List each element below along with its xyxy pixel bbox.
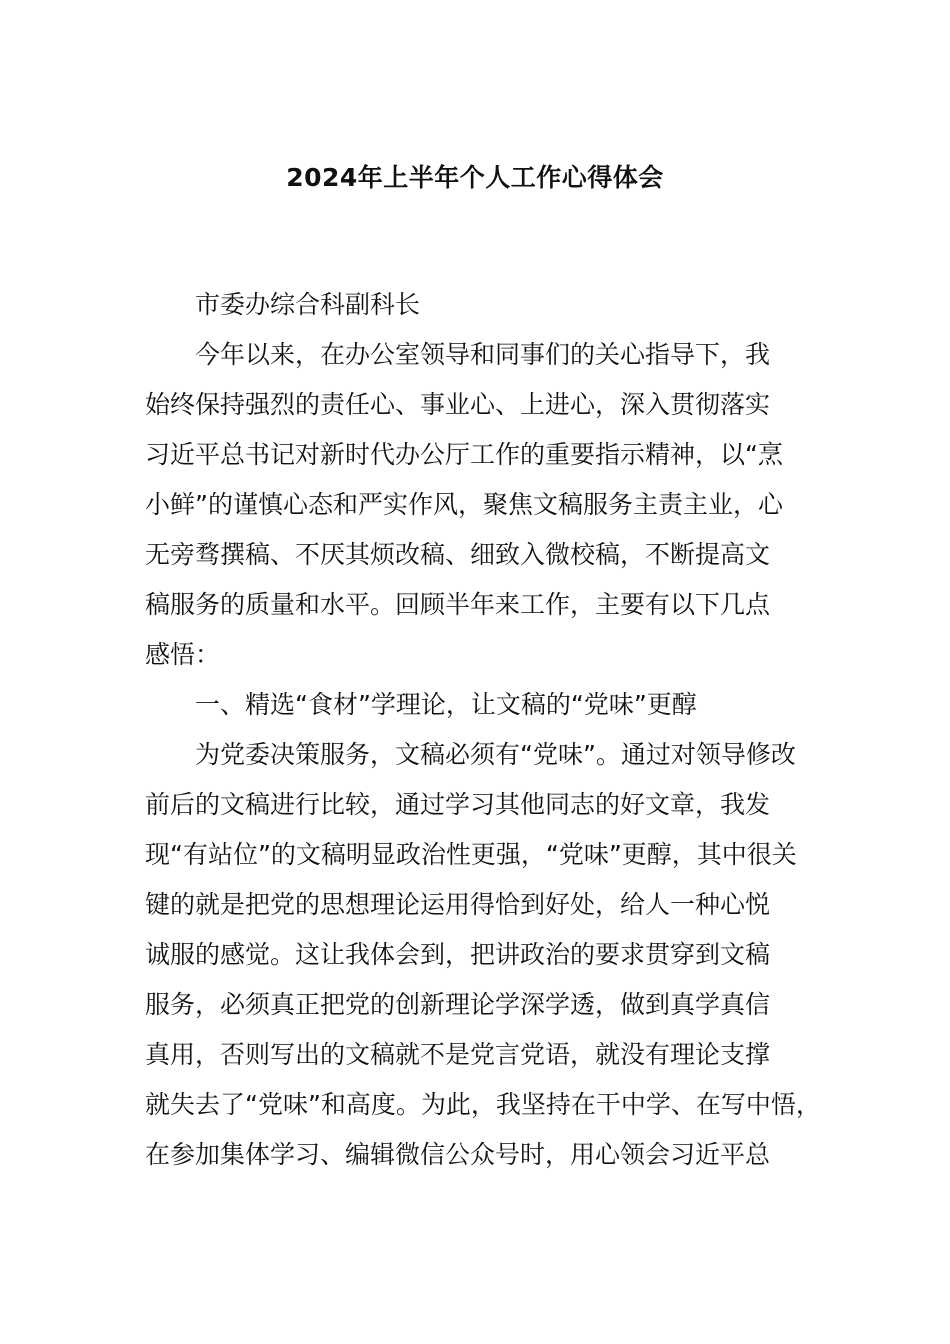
paragraph-line: 诚服的感觉。这让我体会到，把讲政治的要求贯穿到文稿 xyxy=(145,940,771,969)
paragraph-line: 稿服务的质量和水平。回顾半年来工作，主要有以下几点 xyxy=(145,590,771,619)
paragraph-line: 在参加集体学习、编辑微信公众号时，用心领会习近平总 xyxy=(145,1140,771,1169)
paragraph-line: 键的就是把党的思想理论运用得恰到好处，给人一种心悦 xyxy=(145,890,771,919)
paragraph-line: 现“有站位”的文稿明显政治性更强，“党味”更醇，其中很关 xyxy=(145,840,797,869)
paragraph-line: 无旁骛撰稿、不厌其烦改稿、细致入微校稿，不断提高文 xyxy=(145,540,771,569)
paragraph-line: 服务，必须真正把党的创新理论学深学透，做到真学真信 xyxy=(145,990,771,1019)
paragraph-line: 就失去了“党味”和高度。为此，我坚持在干中学、在写中悟， xyxy=(145,1090,821,1119)
paragraph-line: 今年以来，在办公室领导和同事们的关心指导下，我 xyxy=(195,340,771,369)
section-heading: 一、精选“食材”学理论，让文稿的“党味”更醇 xyxy=(195,690,697,719)
document-body xyxy=(145,280,825,1180)
paragraph-line: 习近平总书记对新时代办公厅工作的重要指示精神，以“烹 xyxy=(145,440,783,469)
paragraph-line: 感悟： xyxy=(145,640,221,669)
paragraph-line: 前后的文稿进行比较，通过学习其他同志的好文章，我发 xyxy=(145,790,771,819)
document-title: 2024年上半年个人工作心得体会 xyxy=(286,163,664,192)
author-line: 市委办综合科副科长 xyxy=(195,290,421,319)
paragraph-line: 始终保持强烈的责任心、事业心、上进心，深入贯彻落实 xyxy=(145,390,771,419)
paragraph-line: 真用，否则写出的文稿就不是党言党语，就没有理论支撑 xyxy=(145,1040,771,1069)
paragraph-line: 小鲜”的谨慎心态和严实作风，聚焦文稿服务主责主业，心 xyxy=(145,490,783,519)
paragraph-line: 为党委决策服务，文稿必须有“党味”。通过对领导修改 xyxy=(195,740,796,769)
